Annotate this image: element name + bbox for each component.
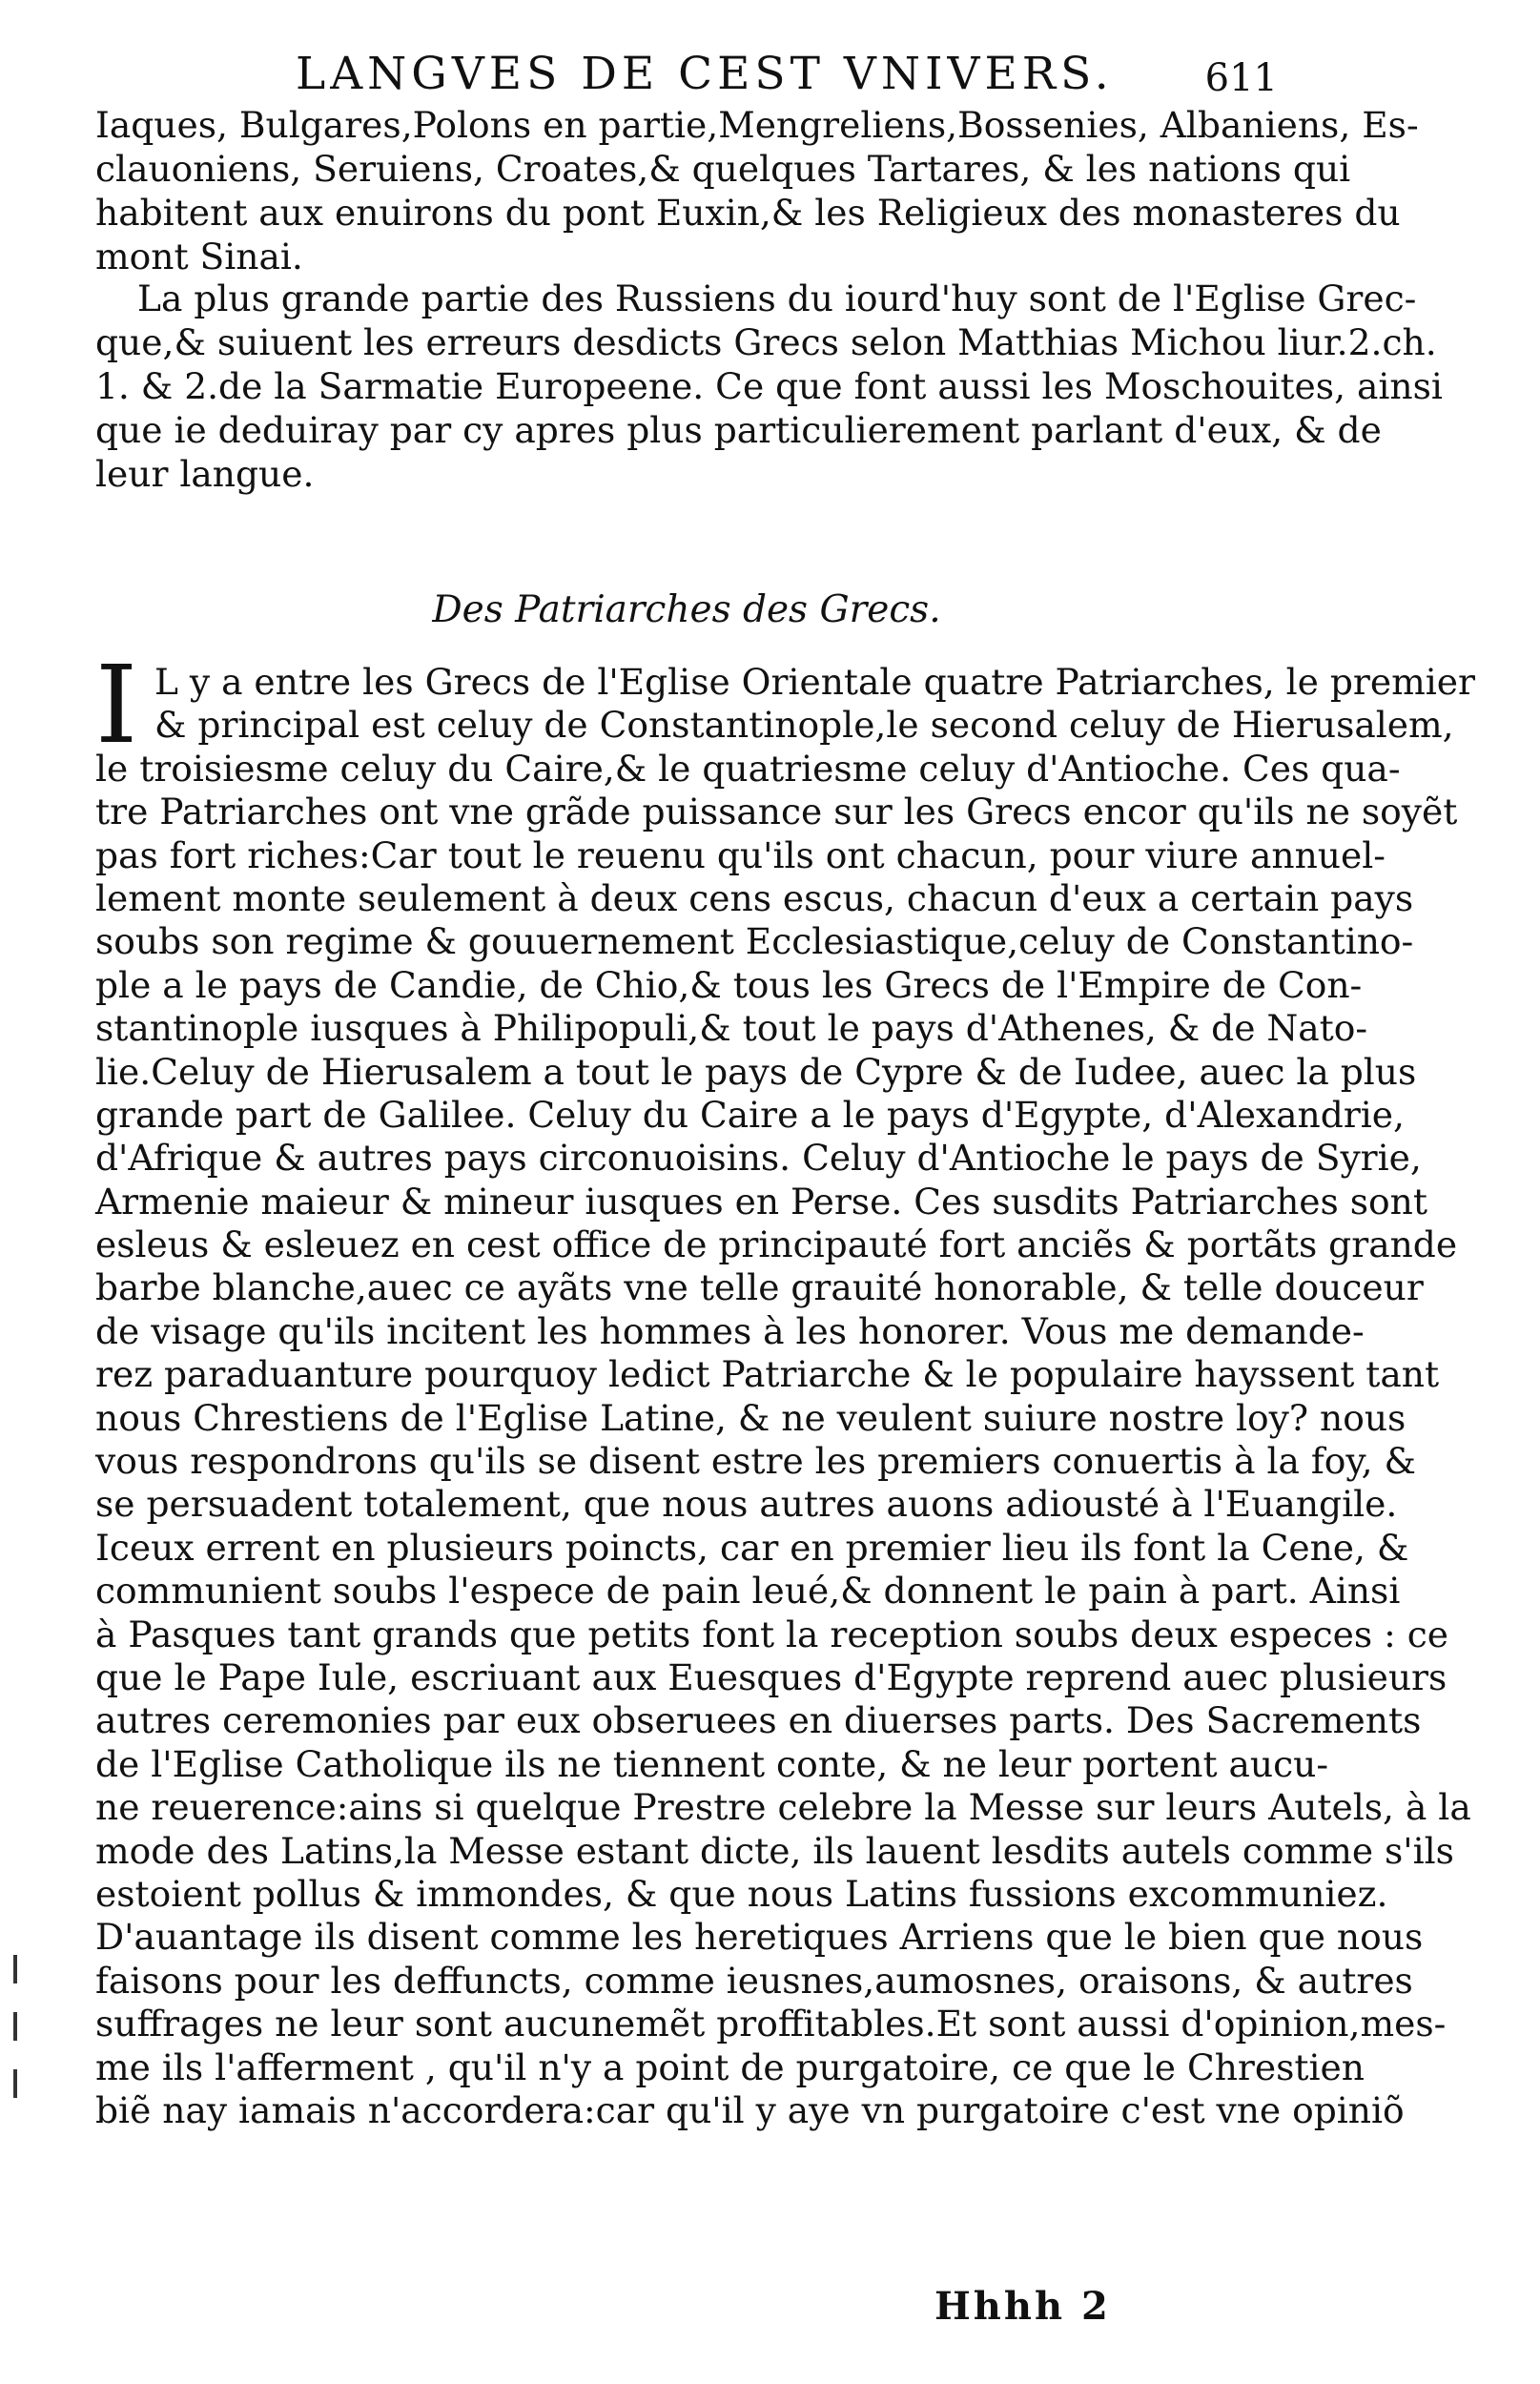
margin-mark: [13, 1955, 17, 1983]
text-line: D'auantage ils disent comme les heretiques Arriens que le bien que nous: [95, 1916, 1424, 1959]
text-line: soubs son regime & gouuernement Ecclesiastique,celuy de Constantino-: [95, 920, 1414, 963]
text-line: ple a le pays de Candie, de Chio,& tous les Grecs de l'Empire de Con-: [95, 963, 1363, 1006]
text-line: mode des Latins,la Messe estant dicte, ils lauent lesdits autels comme s'ils: [95, 1829, 1454, 1872]
text-line: lement monte seulement à deux cens escus, chacun d'eux a certain pays: [95, 876, 1414, 919]
text-line: grande part de Galilee. Celuy du Caire a le pays d'Egypte, d'Alexandrie,: [95, 1093, 1405, 1136]
text-line: vous respondrons qu'ils se disent estre les premiers conuertis à la foy, &: [95, 1440, 1416, 1483]
text-line: de l'Eglise Catholique ils ne tiennent conte, & ne leur portent aucu-: [95, 1742, 1329, 1785]
text-line: autres ceremonies par eux obseruees en diuerses parts. Des Sacrements: [95, 1699, 1422, 1742]
paragraph-nations: [95, 103, 1419, 278]
text-line: pas fort riches:Car tout le reuenu qu'ils ont chacun, pour viure annuel-: [95, 833, 1386, 876]
text-line: stantinople iusques à Philipopuli,& tout le pays d'Athenes, & de Nato-: [95, 1007, 1368, 1050]
text-line: Iaques, Bulgares,Polons en partie,Mengreliens,Bossenies, Albaniens, Es-: [95, 104, 1419, 146]
text-line: d'Afrique & autres pays circonuoisins. Celuy d'Antioche le pays de Syrie,: [95, 1137, 1422, 1180]
text-line: suffrages ne leur sont aucunemẽt proffitables.Et sont aussi d'opinion,mes-: [95, 2003, 1447, 2045]
section-heading: Des Patriarches des Grecs.: [432, 588, 941, 631]
text-line: de visage qu'ils incitent les hommes à les honorer. Vous me demande-: [95, 1309, 1365, 1352]
text-line: que le Pape Iule, escriuant aux Euesques d'Egypte reprend auec plusieurs: [95, 1655, 1448, 1698]
text-line: estoient pollus & immondes, & que nous Latins fussions excommuniez.: [95, 1872, 1388, 1915]
text-line: communient soubs l'espece de pain leué,& donnent le pain à part. Ainsi: [95, 1570, 1401, 1613]
paragraph-russiens: [95, 277, 1443, 496]
text-line: leur langue.: [95, 453, 315, 495]
margin-mark: [13, 2012, 17, 2041]
text-line: esleus & esleuez en cest office de principauté fort anciẽs & portãts grande: [95, 1223, 1458, 1266]
text-line: que,& suiuent les erreurs desdicts Grecs selon Matthias Michou liur.2.ch.: [95, 321, 1437, 363]
text-line: La plus grande partie des Russiens du iourd'huy sont de l'Eglise Grec-: [137, 277, 1417, 319]
text-line: & principal est celuy de Constantinople,le second celuy de Hierusalem,: [154, 704, 1454, 747]
text-line: faisons pour les deffuncts, comme ieusnes,aumosnes, oraisons, & autres: [95, 1959, 1413, 2002]
text-line: clauoniens, Seruiens, Croates,& quelques Tartares, & les nations qui: [95, 148, 1351, 190]
signature-mark: Hhhh 2: [934, 2284, 1111, 2329]
text-line: ne reuerence:ains si quelque Prestre celebre la Messe sur leurs Autels, à la: [95, 1786, 1471, 1829]
text-line: me ils l'afferment , qu'il n'y a point de purgatoire, ce que le Chrestien: [95, 2045, 1365, 2088]
text-line: Iceux errent en plusieurs poincts, car en premier lieu ils font la Cene, &: [95, 1526, 1409, 1569]
running-head: LANGVES DE CEST VNIVERS.: [296, 48, 1114, 100]
text-line: le troisiesme celuy du Caire,& le quatriesme celuy d'Antioche. Ces qua-: [95, 747, 1401, 790]
paragraph-patriarches: [95, 644, 1475, 2132]
margin-mark: [13, 2069, 17, 2098]
text-line: biẽ nay iamais n'accordera:car qu'il y aye vn purgatoire c'est vne opiniõ: [95, 2088, 1405, 2131]
text-line: que ie deduiray par cy apres plus particulierement parlant d'eux, & de: [95, 409, 1382, 451]
text-line: Armenie maieur & mineur iusques en Perse. Ces susdits Patriarches sont: [95, 1180, 1427, 1223]
page-header: [95, 46, 1278, 103]
text-line: nous Chrestiens de l'Eglise Latine, & ne veulent suiure nostre loy? nous: [95, 1396, 1407, 1439]
page-number: 611: [1204, 56, 1278, 100]
text-line: 1. & 2.de la Sarmatie Europeene. Ce que font aussi les Moschouites, ainsi: [95, 365, 1443, 407]
text-line: se persuadent totalement, que nous autres auons adiousté à l'Euangile.: [95, 1483, 1398, 1526]
text-line: L y a entre les Grecs de l'Eglise Orientale quatre Patriarches, le premier: [154, 661, 1475, 703]
text-line: mont Sinai.: [95, 236, 303, 277]
drop-cap: I: [95, 644, 138, 768]
text-line: barbe blanche,auec ce ayãts vne telle grauité honorable, & telle douceur: [95, 1266, 1424, 1309]
text-line: à Pasques tant grands que petits font la reception soubs deux especes : ce: [95, 1613, 1449, 1655]
text-line: tre Patriarches ont vne grãde puissance sur les Grecs encor qu'ils ne soyẽt: [95, 791, 1458, 833]
text-line: rez paraduanture pourquoy ledict Patriarche & le populaire hayssent tant: [95, 1353, 1440, 1396]
text-line: lie.Celuy de Hierusalem a tout le pays de Cypre & de Iudee, auec la plus: [95, 1050, 1417, 1093]
text-line: habitent aux enuirons du pont Euxin,& les Religieux des monasteres du: [95, 192, 1401, 234]
